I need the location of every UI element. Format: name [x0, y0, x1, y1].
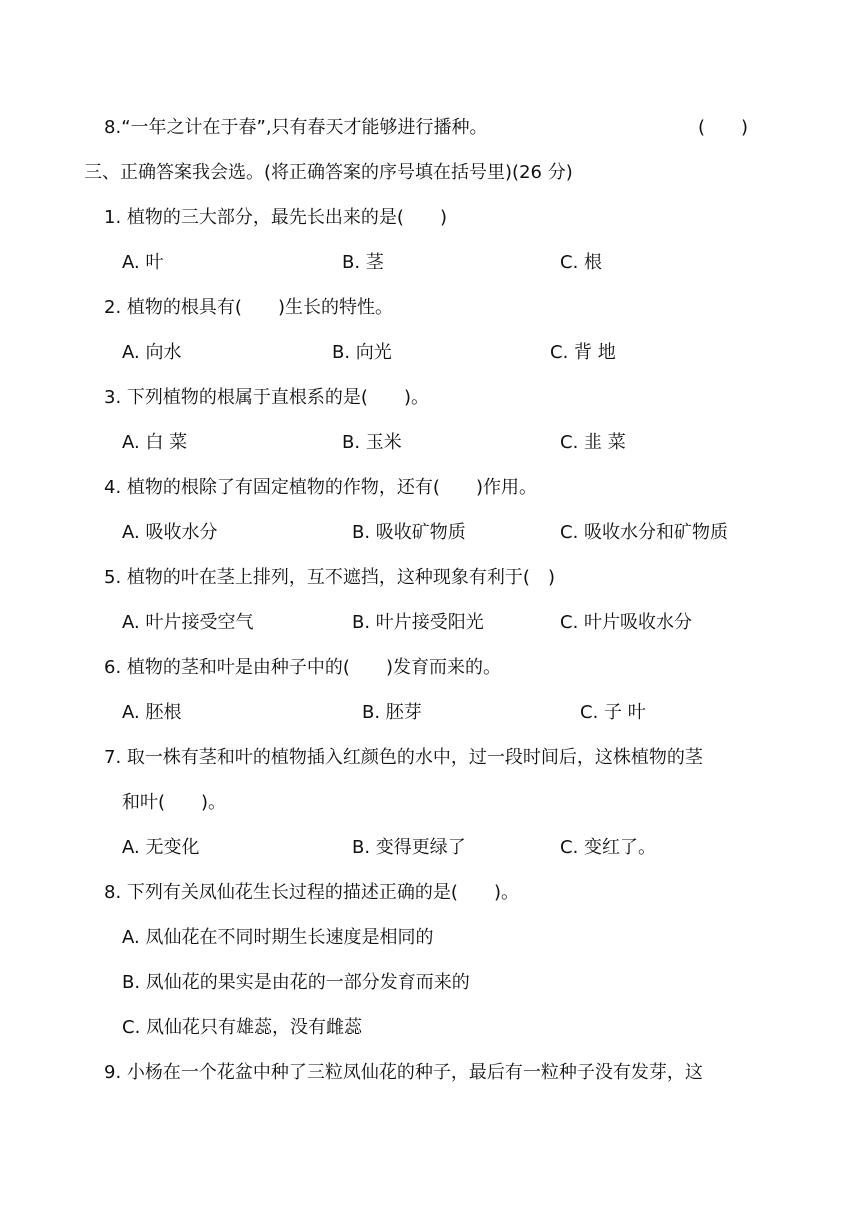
item-number: 8. [104, 117, 122, 138]
option-a: A. 叶片接受空气 [122, 612, 254, 633]
question-stem: 下列植物的根属于直根系的是( )。 [126, 387, 429, 408]
question-2 [104, 296, 393, 320]
option-b: B. 向光 [332, 342, 392, 363]
question-stem: 植物的根具有( )生长的特性。 [126, 297, 393, 318]
option-b: B. 胚芽 [362, 702, 422, 723]
option-a: A. 胚根 [122, 702, 182, 723]
option-b: B. 吸收矿物质 [352, 522, 466, 543]
question-stem: 下列有关凤仙花生长过程的描述正确的是( )。 [126, 882, 519, 903]
option-c: C. 叶片吸收水分 [560, 612, 693, 633]
section-heading: 三、正确答案我会选。(将正确答案的序号填在括号里)(26 分) [84, 162, 573, 183]
option-c: C. 韭 菜 [560, 432, 626, 453]
option-a: A. 叶 [122, 252, 164, 273]
question-8 [104, 881, 519, 905]
question-1 [104, 206, 447, 230]
option-b: B. 茎 [342, 252, 384, 273]
question-4 [104, 476, 537, 500]
option-a: A. 吸收水分 [122, 522, 218, 543]
question-number: 7. [104, 747, 122, 768]
question-stem: 取一株有茎和叶的植物插入红颜色的水中，过一段时间后，这株植物的茎 [126, 747, 703, 768]
option-c: C. 吸收水分和矿物质 [560, 522, 729, 543]
option-c: C. 凤仙花只有雄蕊，没有雌蕊 [122, 1017, 363, 1038]
option-a: A. 白 菜 [122, 432, 188, 453]
question-number: 1. [104, 207, 122, 228]
question-stem: 小杨在一个花盆中种了三粒凤仙花的种子，最后有一粒种子没有发芽，这 [126, 1062, 703, 1083]
option-b: B. 叶片接受阳光 [352, 612, 484, 633]
question-stem: 植物的三大部分，最先长出来的是( ) [126, 207, 447, 228]
option-a: A. 无变化 [122, 837, 200, 858]
true-false-item-8 [104, 116, 488, 140]
question-number: 6. [104, 657, 122, 678]
question-5 [104, 566, 555, 590]
question-number: 4. [104, 477, 122, 498]
option-a: A. 凤仙花在不同时期生长速度是相同的 [122, 927, 434, 948]
question-7 [104, 746, 703, 770]
question-number: 5. [104, 567, 122, 588]
answer-bracket: ( ) [698, 117, 749, 138]
option-c: C. 变红了。 [560, 837, 657, 858]
question-number: 9. [104, 1062, 122, 1083]
question-stem: 植物的茎和叶是由种子中的( )发育而来的。 [126, 657, 501, 678]
option-c: C. 子 叶 [580, 702, 646, 723]
option-a: A. 向水 [122, 342, 182, 363]
option-b: B. 变得更绿了 [352, 837, 466, 858]
option-b: B. 凤仙花的果实是由花的一部分发育而来的 [122, 972, 470, 993]
option-b: B. 玉米 [342, 432, 402, 453]
question-number: 2. [104, 297, 122, 318]
option-c: C. 背 地 [550, 342, 616, 363]
question-stem: 植物的根除了有固定植物的作物，还有( )作用。 [126, 477, 537, 498]
question-number: 3. [104, 387, 122, 408]
item-text: “一年之计在于春”,只有春天才能够进行播种。 [121, 117, 488, 138]
question-stem-continued: 和叶( )。 [122, 792, 227, 813]
question-3 [104, 386, 429, 410]
question-9 [104, 1061, 703, 1085]
question-6 [104, 656, 501, 680]
option-c: C. 根 [560, 252, 603, 273]
question-number: 8. [104, 882, 122, 903]
question-stem: 植物的叶在茎上排列，互不遮挡，这种现象有利于( ) [126, 567, 555, 588]
